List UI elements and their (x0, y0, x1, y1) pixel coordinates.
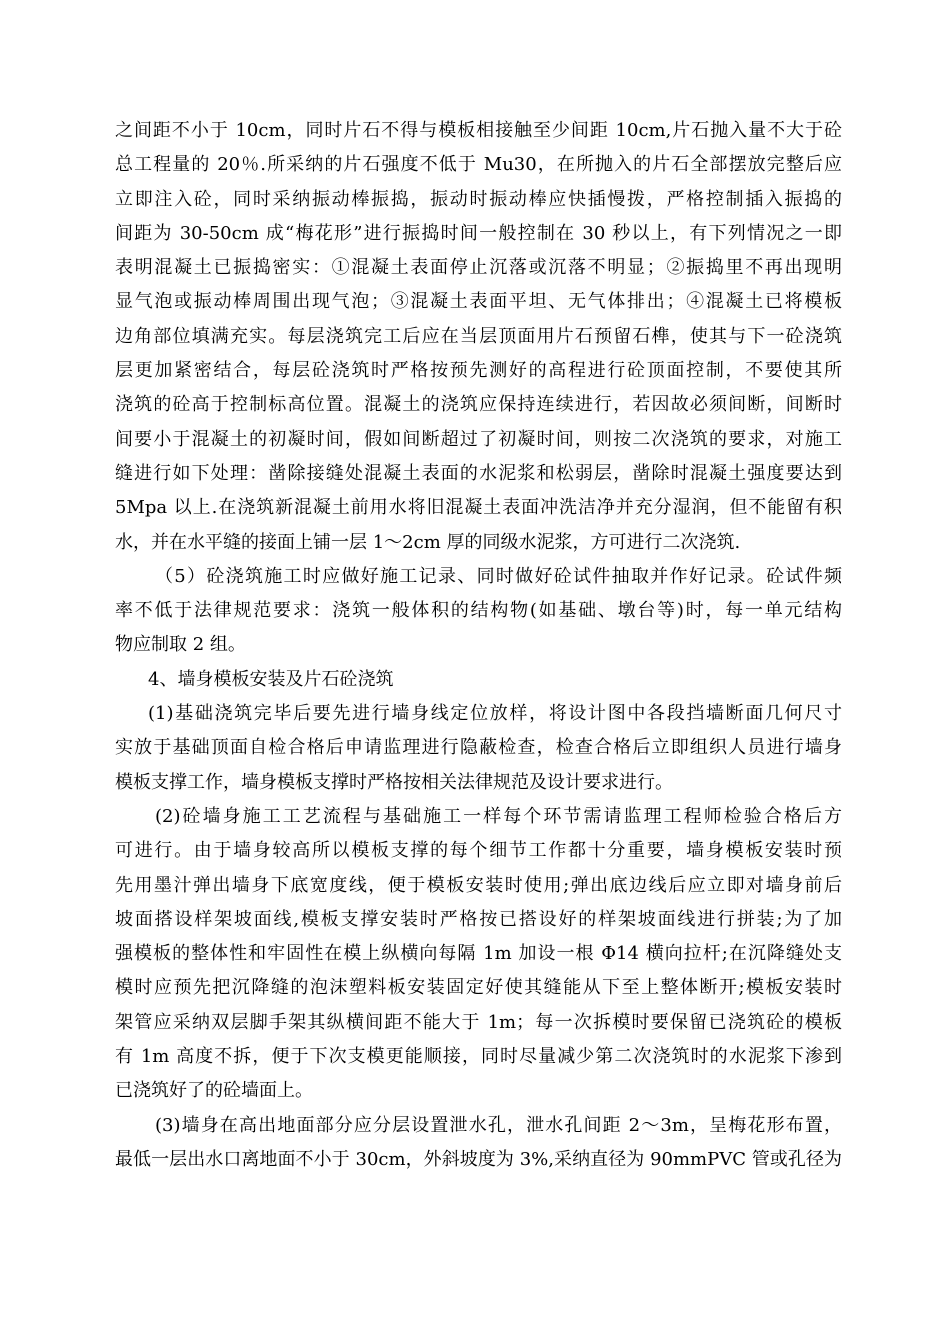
text-line: 浇筑的砼高于控制标高位置。混凝土的浇筑应保持连续进行，若因故必须间断，间断时 (115, 394, 842, 416)
text-line: 缝进行如下处理：凿除接缝处混凝土表面的水泥浆和松弱层，凿除时混凝土强度要达到 (115, 462, 842, 484)
text-line: 立即注入砼，同时采纳振动棒振捣，振动时振动棒应快插慢拨，严格控制插入振捣的 (115, 188, 842, 210)
text-line: 先用墨汁弹出墙身下底宽度线，便于模板安装时使用;弹出底边线后应立即对墙身前后 (115, 874, 842, 896)
text-line: 最低一层出水口离地面不小于 30cm，外斜坡度为 3%,采纳直径为 90mmPVC 管或孔径为 (115, 1148, 842, 1170)
text-line: （5）砼浇筑施工时应做好施工记录、同时做好砼试件抽取并作好记录。砼试件频 (155, 565, 842, 587)
text-line: 间要小于混凝土的初凝时间，假如间断超过了初凝时间，则按二次浇筑的要求，对施工 (115, 428, 842, 450)
text-line: 间距为 30-50cm 成“梅花形”进行振捣时间一般控制在 30 秒以上，有下列情况之一即 (115, 222, 842, 244)
text-line: 坡面搭设样架坡面线,模板支撑安装时严格按已搭设好的样架坡面线进行拼装;为了加 (115, 908, 842, 930)
text-line: (1)基础浇筑完毕后要先进行墙身线定位放样，将设计图中各段挡墙断面几何尺寸 (148, 703, 842, 725)
text-line: 水，并在水平缝的接面上铺一层 1～2cm 厚的同级水泥浆，方可进行二次浇筑. (115, 531, 741, 553)
text-line: 4、墙身模板安装及片石砼浇筑 (148, 668, 394, 690)
text-line: 已浇筑好了的砼墙面上。 (115, 1080, 313, 1102)
text-line: (3)墙身在高出地面部分应分层设置泄水孔，泄水孔间距 2～3m，呈梅花形布置， (155, 1114, 842, 1136)
text-line: 边角部位填满充实。每层浇筑完工后应在当层顶面用片石预留石榫，使其与下一砼浇筑 (115, 325, 842, 347)
text-line: 模板支撑工作，墙身模板支撑时严格按相关法律规范及设计要求进行。 (115, 771, 673, 793)
text-line: 强模板的整体性和牢固性在模上纵横向每隔 1m 加设一根 Φ14 横向拉杆;在沉降缝处支 (115, 943, 842, 965)
text-line: 有 1m 高度不拆，便于下次支模更能顺接，同时尽量减少第二次浇筑时的水泥浆下渗到 (115, 1046, 842, 1068)
text-line: 可进行。由于墙身较高所以模板支撑的每个细节工作都十分重要，墙身模板安装时预 (115, 840, 842, 862)
text-line: 层更加紧密结合，每层砼浇筑时严格按预先测好的高程进行砼顶面控制，不要使其所 (115, 360, 842, 382)
text-line: 率不低于法律规范要求：浇筑一般体积的结构物(如基础、墩台等)时，每一单元结构 (115, 600, 842, 622)
text-line: 模时应预先把沉降缝的泡沫塑料板安装固定好使其缝能从下至上整体断开;模板安装时 (115, 977, 842, 999)
text-line: (2)砼墙身施工工艺流程与基础施工一样每个环节需请监理工程师检验合格后方 (155, 805, 842, 827)
document-page (115, 114, 842, 1177)
text-line: 实放于基础顶面自检合格后申请监理进行隐蔽检查，检查合格后立即组织人员进行墙身 (115, 737, 842, 759)
text-line: 5Mpa 以上.在浇筑新混凝土前用水将旧混凝土表面冲洗洁净并充分湿润，但不能留有积 (115, 497, 842, 519)
text-line: 表明混凝土已振捣密实：①混凝土表面停止沉落或沉落不明显；②振捣里不再出现明 (115, 257, 842, 279)
text-line: 物应制取 2 组。 (115, 634, 246, 656)
text-line: 之间距不小于 10cm，同时片石不得与模板相接触至少间距 10cm,片石抛入量不大于砼 (115, 120, 842, 141)
text-line: 架管应采纳双层脚手架其纵横间距不能大于 1m；每一次拆模时要保留已浇筑砼的模板 (115, 1011, 842, 1033)
text-line: 总工程量的 20％.所采纳的片石强度不低于 Mu30，在所抛入的片石全部摆放完整后应 (115, 154, 842, 176)
text-line: 显气泡或振动棒周围出现气泡；③混凝土表面平坦、无气体排出；④混凝土已将模板 (115, 291, 842, 313)
